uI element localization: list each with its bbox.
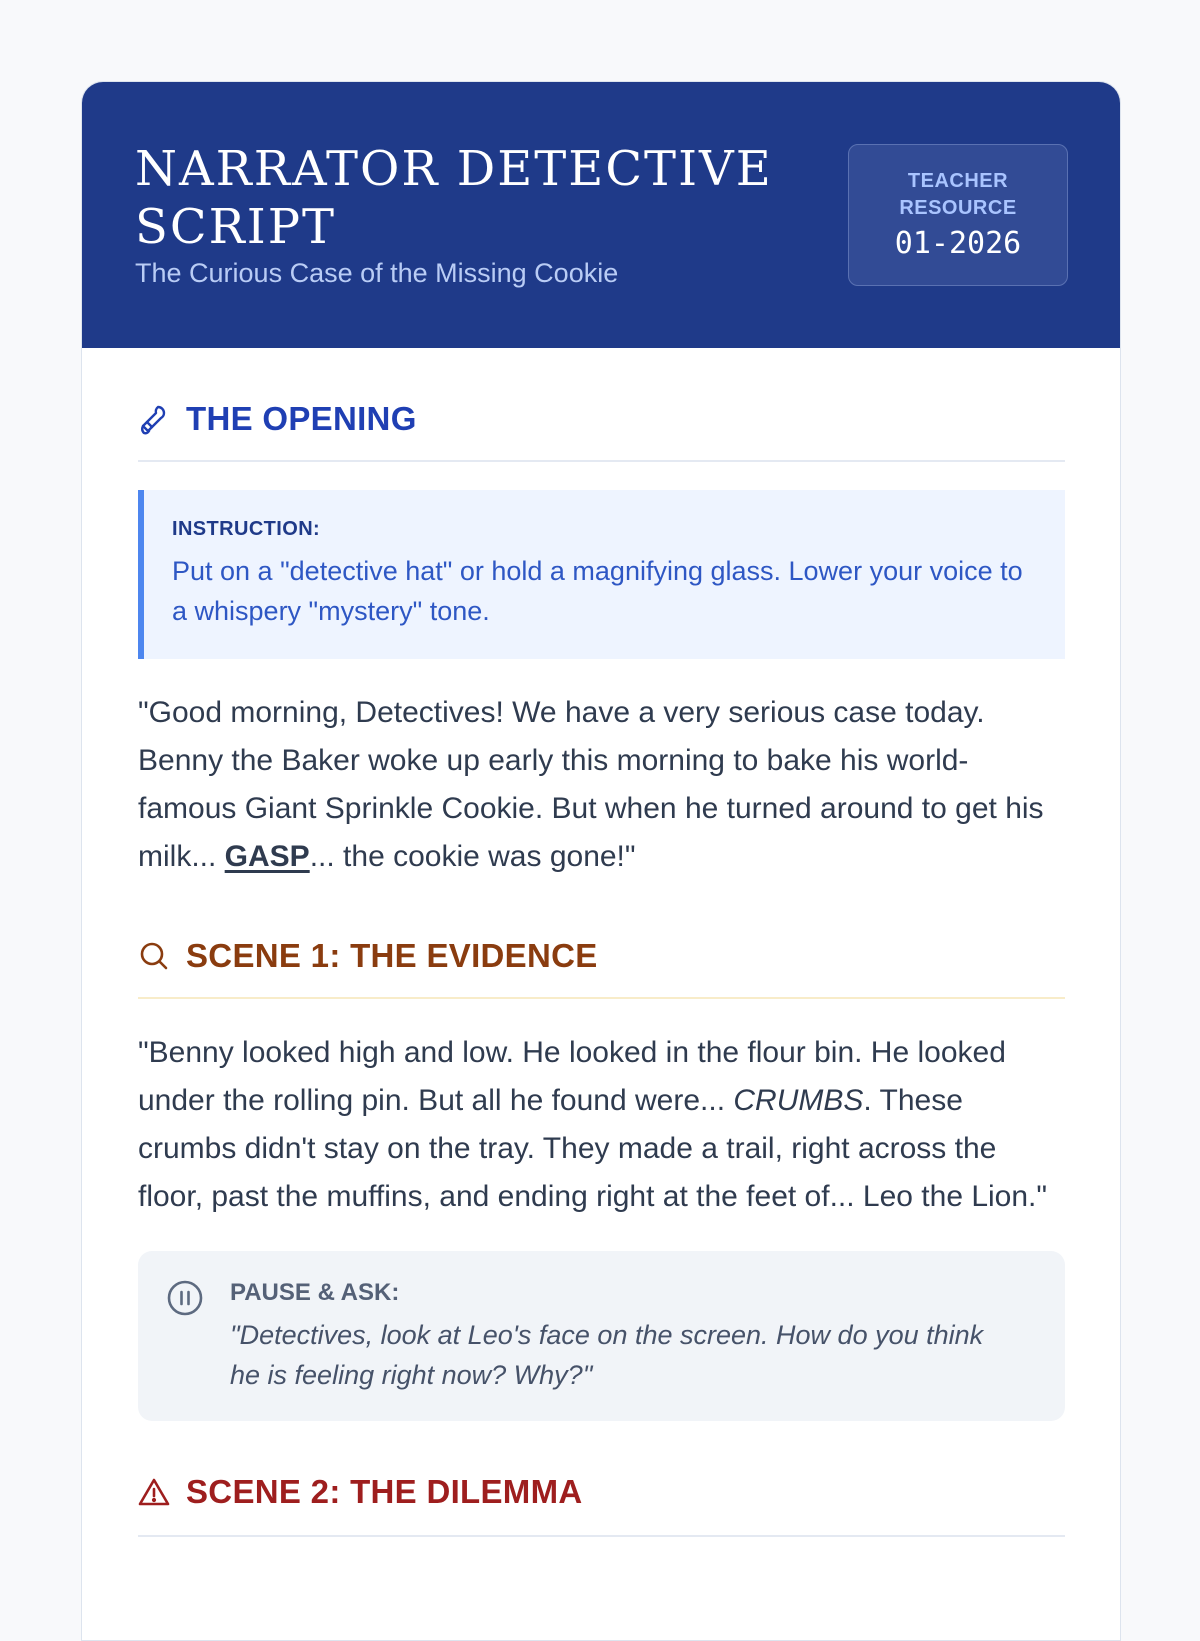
badge-code: 01-2026	[894, 226, 1022, 261]
instruction-text: Put on a "detective hat" or hold a magnifying glass. Lower your voice to a whispery "mystery" tone.	[172, 556, 1023, 626]
section-opening-title: THE OPENING	[186, 400, 417, 437]
scene1-paragraph	[138, 1029, 1065, 1221]
search-icon	[138, 940, 170, 972]
section-opening-header	[138, 348, 1065, 462]
opening-text-start: "Good morning, Detectives! We have a very serious case today. Benny the Baker woke up early this morning to bake his world-famous Giant Sprinkle Cookie. But when he turned around to get his milk...	[138, 696, 1044, 873]
section-scene2-header	[138, 1421, 1065, 1537]
instruction-label: INSTRUCTION:	[172, 518, 321, 540]
instruction-box	[138, 490, 1065, 659]
section-scene1-header	[138, 881, 1065, 999]
page-title: NARRATOR DETECTIVE SCRIPT	[135, 141, 773, 255]
scene1-text-start: "Benny looked high and low. He looked in the flour bin. He looked under the rolling pin. But all he found were...	[138, 1036, 1006, 1117]
pause-and-ask-box	[138, 1251, 1065, 1421]
opening-text-end: ... the cookie was gone!"	[309, 840, 636, 873]
crumbs-emphasis: CRUMBS	[733, 1084, 864, 1117]
teacher-resource-badge	[848, 144, 1068, 286]
section-scene1-title: SCENE 1: THE EVIDENCE	[186, 937, 598, 974]
pause-icon	[166, 1279, 204, 1317]
script-card	[81, 81, 1121, 1641]
pause-question: "Detectives, look at Leo's face on the screen. How do you think he is feeling right now? Why?"	[230, 1320, 984, 1390]
script-body	[138, 348, 1065, 1537]
page-subtitle: The Curious Case of the Missing Cookie	[135, 258, 619, 288]
header	[82, 82, 1120, 348]
opening-paragraph	[138, 689, 1065, 881]
pause-content	[230, 1279, 1015, 1395]
pause-label: PAUSE & ASK:	[230, 1279, 400, 1306]
warning-icon	[138, 1476, 170, 1508]
section-scene2-title: SCENE 2: THE DILEMMA	[186, 1473, 583, 1510]
gasp-emphasis: GASP	[224, 840, 310, 873]
badge-label: TEACHER RESOURCE	[899, 170, 1017, 219]
microphone-icon	[138, 403, 170, 435]
scene1-text-end: . These crumbs didn't stay on the tray. They made a trail, right across the floor, past the muffins, and ending right at the feet of... Leo the Lion."	[138, 1084, 1048, 1213]
